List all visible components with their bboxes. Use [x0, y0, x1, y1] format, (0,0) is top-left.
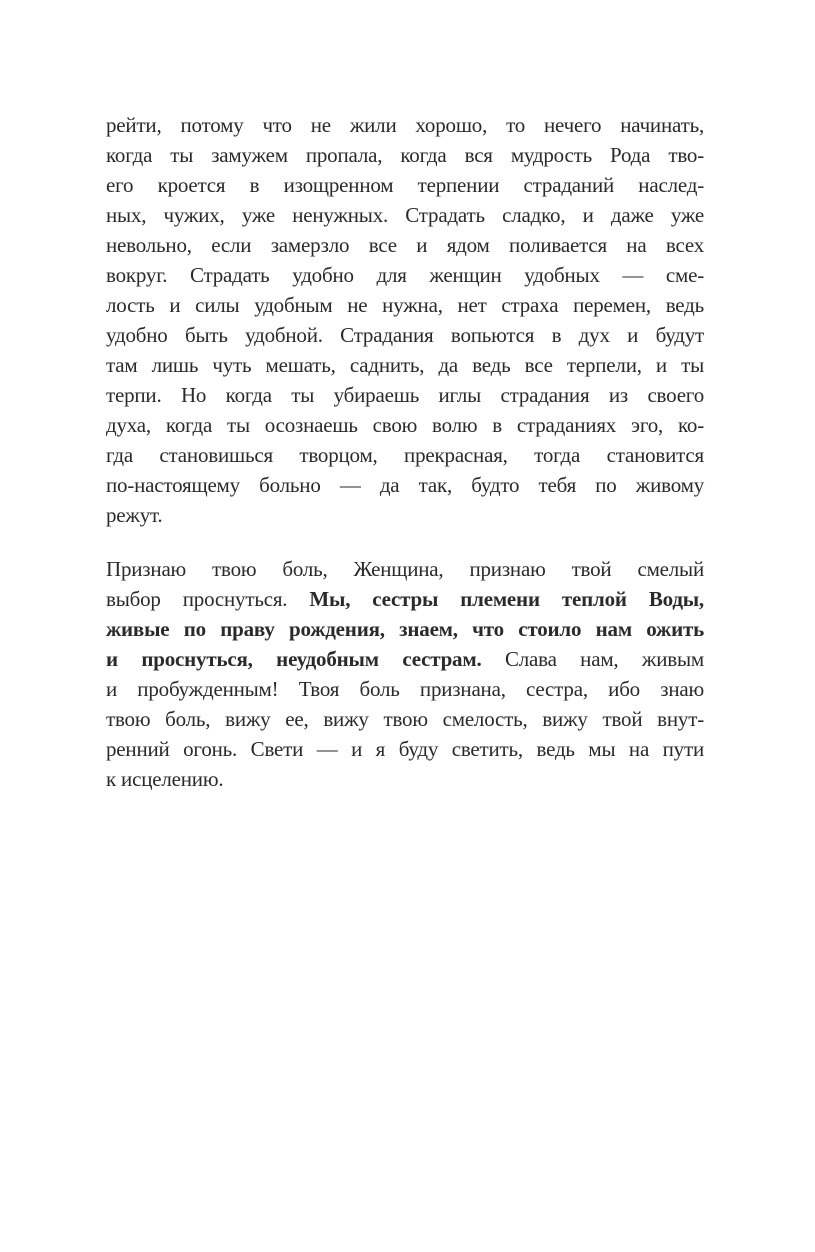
bold-text-segment: живые по праву рождения, знаем, что стоило нам ожить [106, 617, 704, 641]
text-segment: Слава нам, живым [481, 647, 704, 671]
text-segment: и пробужденным! Твоя боль признана, сестра, ибо знаю [106, 677, 704, 701]
text-line [106, 674, 704, 704]
text-segment: к исцелению. [106, 767, 224, 791]
text-line [106, 734, 704, 764]
text-segment: ных, чужих, уже ненужных. Страдать сладко, и даже уже [106, 203, 704, 227]
text-line [106, 764, 704, 794]
text-line [106, 584, 704, 614]
paragraph [106, 110, 704, 530]
bold-text-segment: Мы, сестры племени теплой Воды, [309, 587, 704, 611]
text-line [106, 350, 704, 380]
text-segment: его кроется в изощренном терпении страданий наслед- [106, 173, 704, 197]
text-line [106, 320, 704, 350]
text-line [106, 554, 704, 584]
text-line [106, 500, 704, 530]
text-segment: гда становишься творцом, прекрасная, тогда становится [106, 443, 704, 467]
paragraph [106, 554, 704, 794]
text-segment: там лишь чуть мешать, саднить, да ведь все терпели, и ты [106, 353, 704, 377]
text-line [106, 110, 704, 140]
text-line [106, 644, 704, 674]
text-segment: лость и силы удобным не нужна, нет страха перемен, ведь [106, 293, 704, 317]
text-segment: вокруг. Страдать удобно для женщин удобных — сме- [106, 263, 704, 287]
text-segment: терпи. Но когда ты убираешь иглы страдания из своего [106, 383, 704, 407]
text-segment: духа, когда ты осознаешь свою волю в страданиях эго, ко- [106, 413, 704, 437]
text-segment: выбор проснуться. [106, 587, 310, 611]
text-segment: твою боль, вижу ее, вижу твою смелость, вижу твой внут- [106, 707, 704, 731]
text-line [106, 200, 704, 230]
text-segment: невольно, если замерзло все и ядом поливается на всех [106, 233, 704, 257]
text-line [106, 410, 704, 440]
text-segment: когда ты замужем пропала, когда вся мудрость Рода тво- [106, 143, 704, 167]
text-segment: рейти, потому что не жили хорошо, то нечего начинать, [106, 113, 704, 137]
text-line [106, 260, 704, 290]
text-line [106, 170, 704, 200]
text-segment: режут. [106, 503, 163, 527]
text-line [106, 440, 704, 470]
text-line [106, 380, 704, 410]
text-segment: ренний огонь. Свети — и я буду светить, ведь мы на пути [106, 737, 704, 761]
text-line [106, 470, 704, 500]
text-line [106, 140, 704, 170]
text-line [106, 230, 704, 260]
page-text [106, 110, 704, 794]
text-line [106, 290, 704, 320]
text-line [106, 704, 704, 734]
text-segment: Признаю твою боль, Женщина, признаю твой смелый [106, 557, 704, 581]
bold-text-segment: и проснуться, неудобным сестрам. [106, 647, 482, 671]
text-segment: удобно быть удобной. Страдания вопьются в дух и будут [106, 323, 704, 347]
text-line [106, 614, 704, 644]
text-segment: по-настоящему больно — да так, будто тебя по живому [106, 473, 704, 497]
